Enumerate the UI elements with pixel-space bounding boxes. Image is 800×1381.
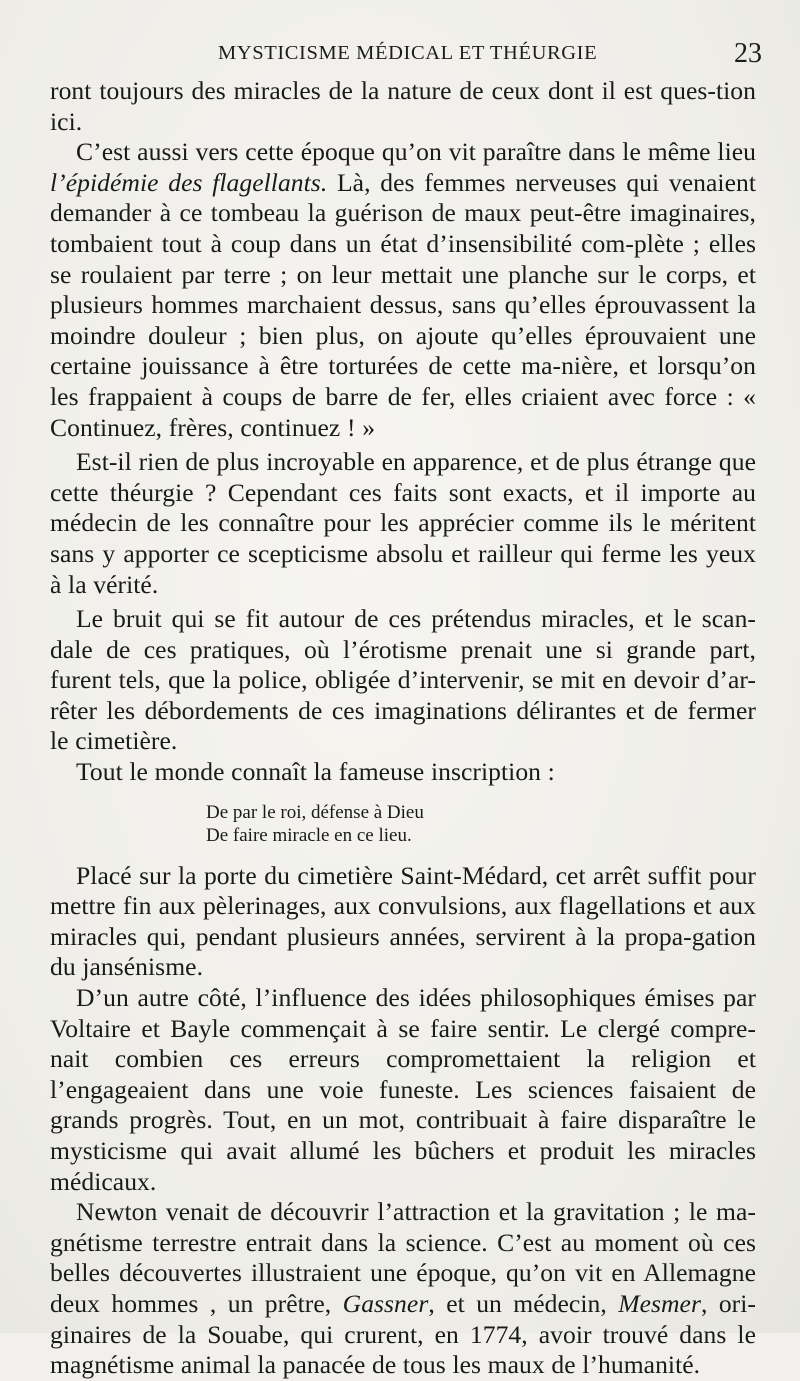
paragraph-theurgie: Est-il rien de plus incroyable en apparence, et de plus étrange que cette théurgie ? Cependant ces faits sont exacts, et il importe au médecin de les connaître pour les apprécier comme ils le méritent sans y apporter ce scepticisme absolu et railleur qui ferme les yeux à la vérité. xyxy=(50,447,756,599)
verse-line: De faire miracle en ce lieu. xyxy=(206,824,412,846)
paragraph-philosophie: D’un autre côté, l’influence des idées philosophiques émises par Voltaire et Bayle commençait à se faire sentir. Le clergé compre-nait combien ces erreurs compromettaient la religion et l’engageaient dans une voie funeste. Les sciences faisaient de grands progrès. Tout, en un mot, contribuait à faire disparaître le mysticisme qui avait allumé les bûchers et produit les miracles médicaux. xyxy=(50,983,756,1196)
paragraph-police: Le bruit qui se fit autour de ces prétendus miracles, et le scan-dale de ces pratiques, où l’érotisme prenait une si grande part, furent tels, que la police, obligée d’intervenir, se mit en devoir d’ar-rêter les débordements de ces imaginations délirantes et de fermer le cimetière. xyxy=(50,604,756,756)
paragraph-text: Là, des femmes nerveuses qui venaient demander à ce tombeau la guérison de maux peut-être imaginaires, tombaient tout à coup dans un état d’insensibilité com-plète ; elles se roulaient par terre ; on leur mettait une planche sur le corps, et plusieurs hommes marchaient dessus, sans qu’elles éprouvassent la moindre douleur ; bien plus, on ajoute qu’elles éprouvaient une certaine jouissance à être torturées de cette ma-nière, et lorsqu’on les frappaient à coups de barre de fer, elles criaient avec force : « Continuez, frères, continuez ! » xyxy=(50,167,757,442)
italic-name-gassner: Gassner xyxy=(342,1288,429,1318)
page-header xyxy=(50,38,762,72)
page-body xyxy=(50,76,756,1381)
paragraph-mesmer xyxy=(50,1197,756,1381)
paragraph-flagellants xyxy=(50,137,756,443)
paragraph-continuation: ront toujours des miracles de la nature de ceux dont il est ques-tion ici. xyxy=(50,76,756,136)
paragraph-inscription-intro: Tout le monde connaît la fameuse inscription : xyxy=(76,757,555,787)
italic-term: l’épidémie des flagellants. xyxy=(50,167,328,197)
running-head: MYSTICISME MÉDICAL ET THÉURGIE xyxy=(218,42,598,64)
paragraph-text: Newton venait de découvrir l’attraction et la gravitation ; le ma-gnétisme terrestre entrait dans la science. C’est au moment où ces belles découvertes illustraient une époque, qu’on vit en Allemagne deux hommes , un prêtre, xyxy=(50,1197,756,1318)
paragraph-text: , ori-ginaires de la Souabe, qui crurent, en 1774, avoir trouvé dans le magnétisme animal la panacée de tous les maux de l’humanité. xyxy=(50,1288,756,1380)
inscription-verse xyxy=(206,801,756,847)
paragraph-saint-medard: Placé sur la porte du cimetière Saint-Médard, cet arrêt suffit pour mettre fin aux pèlerinages, aux convulsions, aux flagellations et aux miracles qui, pendant plusieurs années, servirent à la propa-gation du jansénisme. xyxy=(50,860,756,982)
italic-name-mesmer: Mesmer xyxy=(618,1288,701,1318)
verse-line: De par le roi, défense à Dieu xyxy=(206,801,424,823)
paragraph-text: , et un médecin, xyxy=(428,1288,619,1318)
paragraph-text: C’est aussi vers cette époque qu’on vit paraître dans le même lieu xyxy=(76,137,756,167)
page-number: 23 xyxy=(734,38,762,69)
